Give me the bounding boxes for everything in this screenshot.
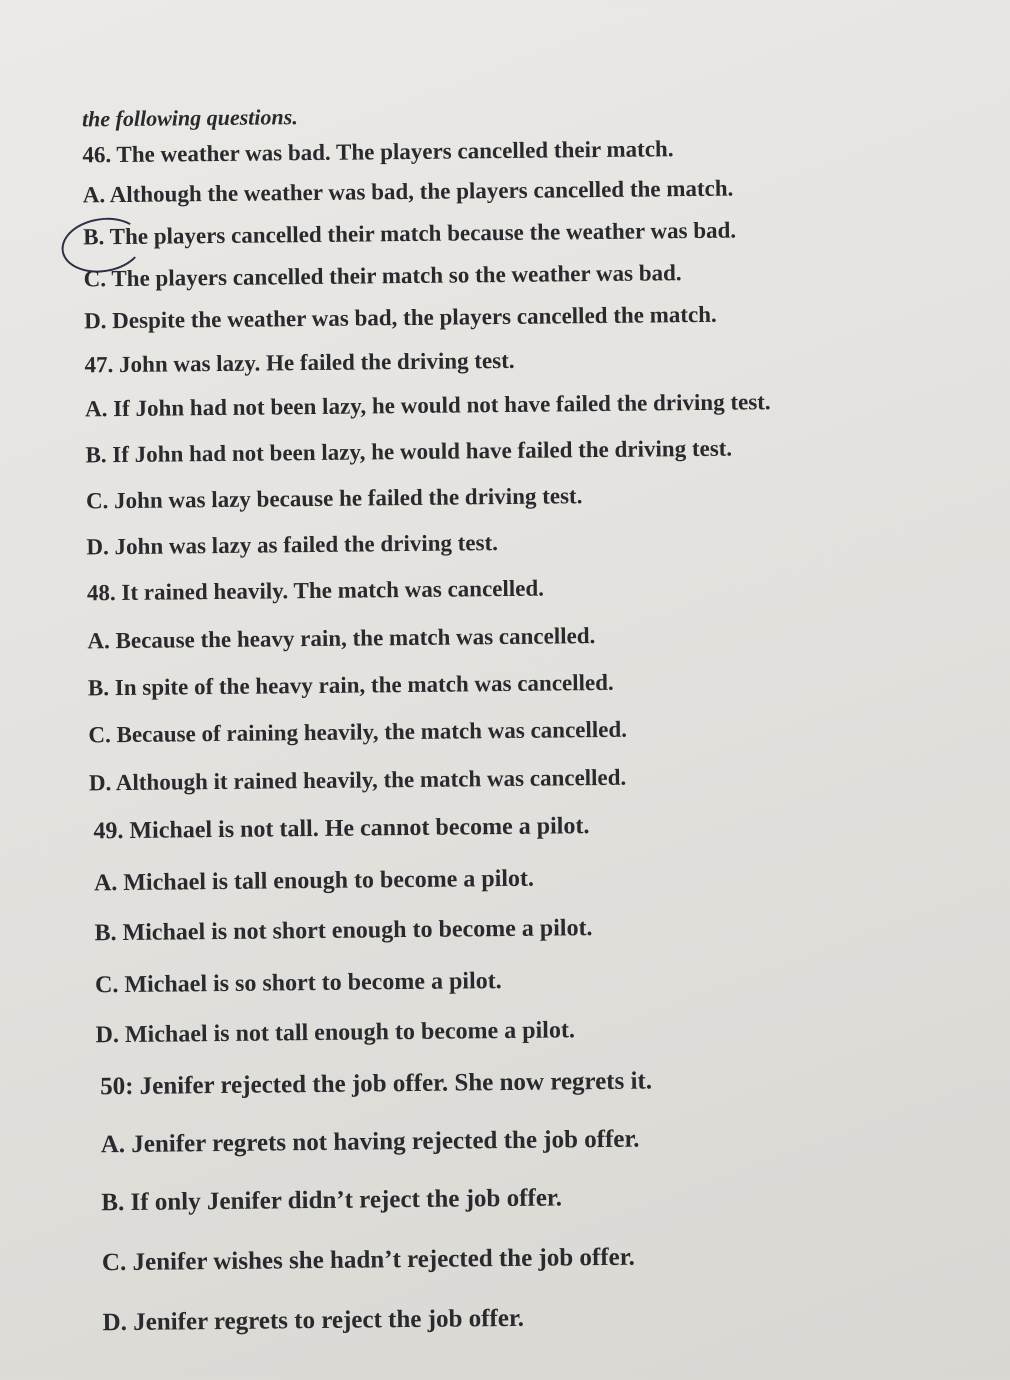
option-49-b: B. Michael is not short enough to become a pilot. [94, 915, 593, 947]
question-50: 50: Jenifer rejected the job offer. She now regrets it. [99, 1067, 653, 1101]
option-50-a: A. Jenifer regrets not having rejected the job offer. [100, 1125, 640, 1159]
option-47-a: A. If John had not been lazy, he would not have failed the driving test. [84, 389, 771, 422]
option-48-c: C. Because of raining heavily, the match was cancelled. [88, 716, 628, 748]
option-50-d: D. Jenifer regrets to reject the job offer. [102, 1304, 525, 1337]
question-46: 46. The weather was bad. The players cancelled their match. [82, 136, 674, 168]
option-46-b: B. The players cancelled their match because the weather was bad. [83, 217, 737, 250]
option-48-d: D. Although it rained heavily, the match was cancelled. [88, 764, 627, 796]
option-49-d: D. Michael is not tall enough to become a pilot. [95, 1017, 576, 1049]
question-47: 47. John was lazy. He failed the driving test. [84, 347, 515, 378]
option-47-d: D. John was lazy as failed the driving test. [86, 530, 499, 560]
option-47-b: B. If John had not been lazy, he would have failed the driving test. [85, 435, 733, 468]
option-50-b: B. If only Jenifer didn’t reject the job offer. [101, 1184, 563, 1217]
option-46-c: C. The players cancelled their match so the weather was bad. [83, 260, 682, 292]
question-48: 48. It rained heavily. The match was cancelled. [86, 575, 545, 606]
option-47-c: C. John was lazy because he failed the driving test. [85, 483, 583, 514]
option-49-c: C. Michael is so short to become a pilot. [94, 968, 502, 999]
option-50-c: C. Jenifer wishes she hadn’t rejected the job offer. [101, 1243, 635, 1277]
question-49: 49. Michael is not tall. He cannot become a pilot. [93, 813, 590, 845]
option-48-b: B. In spite of the heavy rain, the match was cancelled. [87, 669, 614, 701]
option-49-a: A. Michael is tall enough to become a pilot. [93, 865, 535, 897]
instruction-text: the following questions. [81, 104, 298, 132]
option-46-a: A. Although the weather was bad, the players cancelled the match. [82, 175, 734, 208]
option-46-d: D. Despite the weather was bad, the players cancelled the match. [83, 301, 717, 334]
option-48-a: A. Because the heavy rain, the match was cancelled. [87, 623, 596, 654]
